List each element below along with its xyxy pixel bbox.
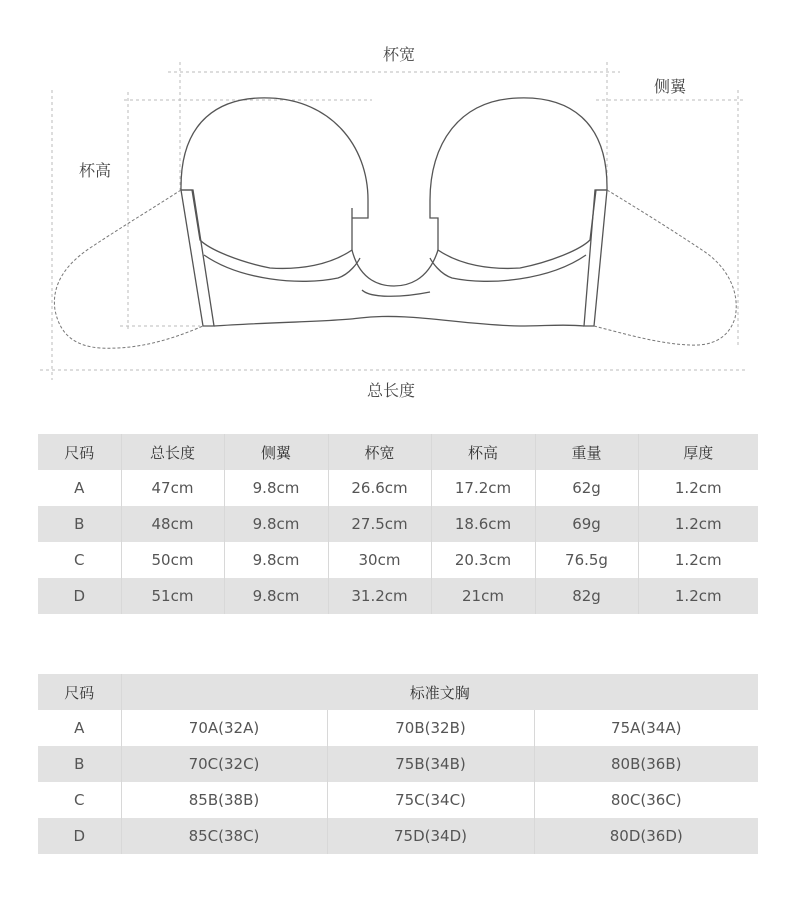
table-row bbox=[38, 470, 758, 506]
right-cup bbox=[430, 98, 607, 269]
table-cell: 70C(32C) bbox=[121, 746, 327, 782]
table-cell: 1.2cm bbox=[638, 506, 758, 542]
header-cell: 杯宽 bbox=[328, 434, 431, 470]
right-side-panel bbox=[584, 190, 607, 326]
table-cell: 18.6cm bbox=[431, 506, 535, 542]
table-cell: C bbox=[38, 542, 121, 578]
header-cell: 尺码 bbox=[38, 434, 121, 470]
side-wings bbox=[54, 190, 736, 348]
side-wing-label: 侧翼 bbox=[654, 77, 687, 96]
total-length-label: 总长度 bbox=[367, 381, 416, 400]
table-cell: 21cm bbox=[431, 578, 535, 614]
size-spec-table bbox=[38, 434, 758, 614]
table-cell: 9.8cm bbox=[224, 470, 328, 506]
standard-bra-table bbox=[38, 674, 758, 854]
table-cell: 9.8cm bbox=[224, 578, 328, 614]
table-cell: 70B(32B) bbox=[327, 710, 534, 746]
left-cup bbox=[181, 98, 368, 269]
measurement-guides bbox=[40, 62, 748, 380]
table-cell: 80B(36B) bbox=[534, 746, 758, 782]
table-cell: 26.6cm bbox=[328, 470, 431, 506]
standard-table-header-row bbox=[38, 674, 758, 710]
table-cell: 47cm bbox=[121, 470, 224, 506]
table-row bbox=[38, 506, 758, 542]
table-cell: A bbox=[38, 710, 121, 746]
table-row bbox=[38, 818, 758, 854]
table-cell: 50cm bbox=[121, 542, 224, 578]
table-row bbox=[38, 542, 758, 578]
table-cell: 85C(38C) bbox=[121, 818, 327, 854]
cup-height-label: 杯高 bbox=[79, 161, 112, 180]
table-cell: 9.8cm bbox=[224, 542, 328, 578]
left-wing bbox=[54, 190, 203, 348]
table-cell: 76.5g bbox=[535, 542, 638, 578]
table-cell: 17.2cm bbox=[431, 470, 535, 506]
table-cell: A bbox=[38, 470, 121, 506]
table-row bbox=[38, 782, 758, 818]
table-row bbox=[38, 578, 758, 614]
header-cell: 重量 bbox=[535, 434, 638, 470]
table-cell: 48cm bbox=[121, 506, 224, 542]
table-cell: 1.2cm bbox=[638, 542, 758, 578]
table-cell: 85B(38B) bbox=[121, 782, 327, 818]
right-wing bbox=[594, 190, 736, 345]
table-row bbox=[38, 710, 758, 746]
header-cell: 杯高 bbox=[431, 434, 535, 470]
bra-outline bbox=[181, 98, 607, 326]
header-cell: 标准文胸 bbox=[121, 674, 758, 710]
table-cell: 75D(34D) bbox=[327, 818, 534, 854]
table-cell: 51cm bbox=[121, 578, 224, 614]
table-cell: B bbox=[38, 746, 121, 782]
table-cell: D bbox=[38, 818, 121, 854]
table-cell: 75C(34C) bbox=[327, 782, 534, 818]
table-cell: 80C(36C) bbox=[534, 782, 758, 818]
table-cell: 69g bbox=[535, 506, 638, 542]
table-cell: C bbox=[38, 782, 121, 818]
bra-measurement-diagram bbox=[0, 0, 790, 410]
cup-width-label: 杯宽 bbox=[383, 45, 416, 64]
table-cell: 82g bbox=[535, 578, 638, 614]
table-cell: 1.2cm bbox=[638, 578, 758, 614]
table-cell: 30cm bbox=[328, 542, 431, 578]
header-cell: 尺码 bbox=[38, 674, 121, 710]
table-cell: 1.2cm bbox=[638, 470, 758, 506]
table-cell: 75A(34A) bbox=[534, 710, 758, 746]
center-gore bbox=[352, 250, 438, 286]
table-cell: B bbox=[38, 506, 121, 542]
center-band bbox=[362, 290, 430, 296]
table-row bbox=[38, 746, 758, 782]
header-cell: 总长度 bbox=[121, 434, 224, 470]
table-cell: 70A(32A) bbox=[121, 710, 327, 746]
bottom-band bbox=[214, 316, 584, 326]
size-table-header-row bbox=[38, 434, 758, 470]
table-cell: 80D(36D) bbox=[534, 818, 758, 854]
table-cell: 31.2cm bbox=[328, 578, 431, 614]
table-cell: 20.3cm bbox=[431, 542, 535, 578]
table-cell: 62g bbox=[535, 470, 638, 506]
table-cell: 75B(34B) bbox=[327, 746, 534, 782]
table-cell: 9.8cm bbox=[224, 506, 328, 542]
table-cell: D bbox=[38, 578, 121, 614]
header-cell: 厚度 bbox=[638, 434, 758, 470]
header-cell: 侧翼 bbox=[224, 434, 328, 470]
table-cell: 27.5cm bbox=[328, 506, 431, 542]
